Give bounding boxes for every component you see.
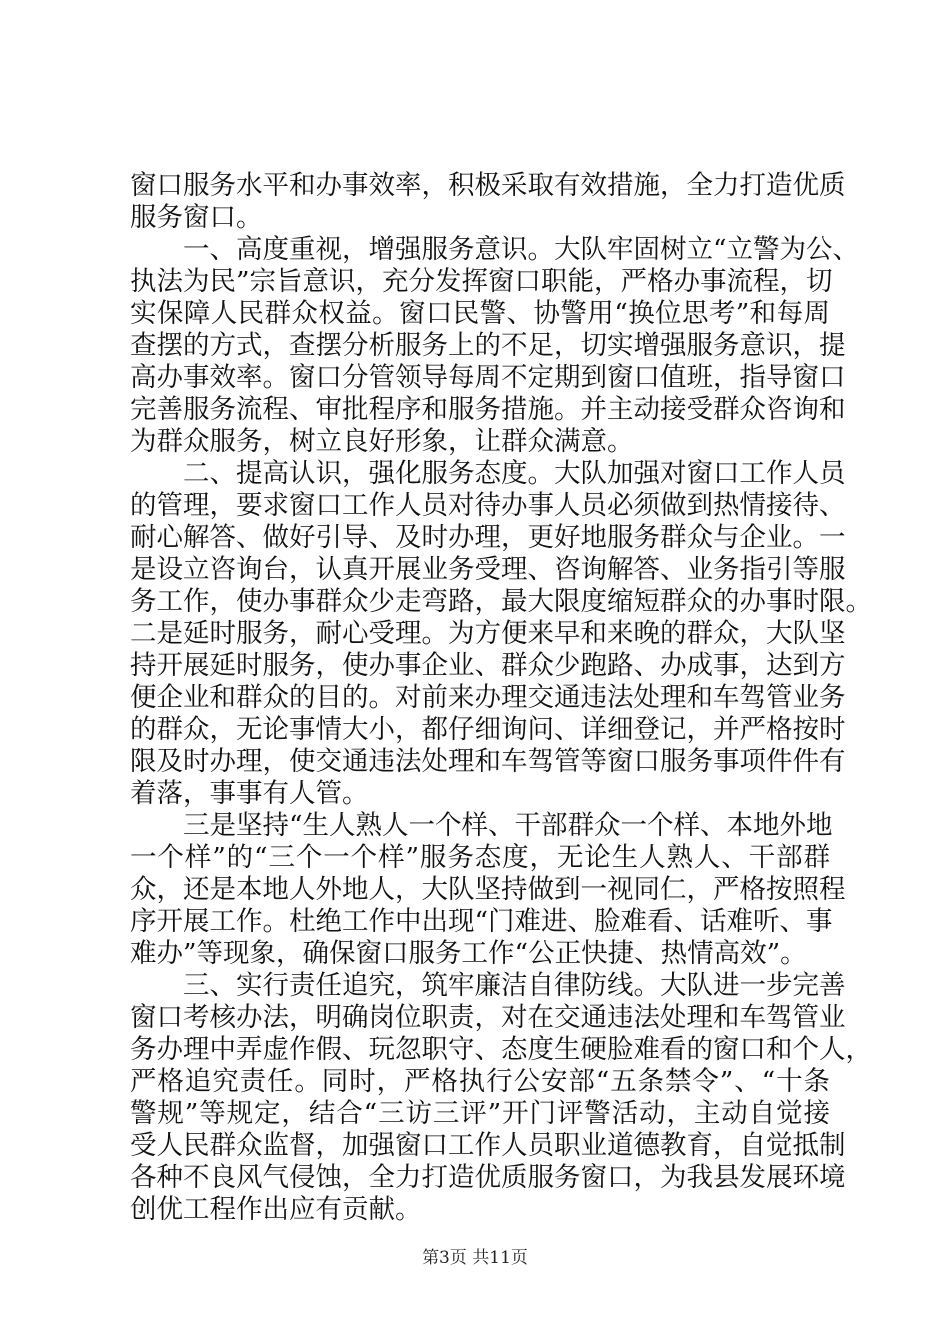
text-line: 持开展延时服务，使办事企业、群众少跑路、办成事，达到方 (130, 650, 846, 681)
text-line: 便企业和群众的目的。对前来办理交通违法处理和车驾管业务 (130, 682, 846, 713)
text-line: 高办事效率。窗口分管领导每周不定期到窗口值班，指导窗口 (130, 362, 846, 393)
paragraph-4-start: 三、实行责任追究，筑牢廉洁自律防线。大队进一步完善 (183, 970, 846, 1001)
text-line: 二是延时服务，耐心受理。为方便来早和来晚的群众，大队坚 (130, 618, 846, 649)
text-line: 着落，事事有人管。 (130, 778, 369, 809)
paragraph-2-start: 二、提高认识，强化服务态度。大队加强对窗口工作人员 (183, 458, 846, 489)
text-line: 是设立咨询台，认真开展业务受理、咨询解答、业务指引等服 (130, 554, 846, 585)
text-line: 务工作，使办事群众少走弯路，最大限度缩短群众的办事时限。 (130, 586, 872, 617)
text-line: 实保障人民群众权益。窗口民警、协警用“换位思考”和每周 (130, 298, 830, 329)
paragraph-1-start: 一、高度重视，增强服务意识。大队牢固树立“立警为公、 (183, 234, 860, 265)
document-body (130, 170, 872, 1226)
page-number-footer: 第3页 共11页 (422, 1248, 528, 1268)
text-line: 受人民群众监督，加强窗口工作人员职业道德教育，自觉抵制 (130, 1130, 846, 1161)
text-line: 警规”等规定，结合“三访三评”开门评警活动，主动自觉接 (130, 1098, 830, 1129)
text-line: 查摆的方式，查摆分析服务上的不足，切实增强服务意识，提 (130, 330, 846, 361)
text-line: 一个样”的“三个一个样”服务态度，无论生人熟人、干部群 (130, 842, 830, 873)
text-line: 窗口服务水平和办事效率，积极采取有效措施，全力打造优质 (130, 170, 846, 201)
text-line: 严格追究责任。同时，严格执行公安部“五条禁令”、“十条 (130, 1066, 830, 1097)
text-line: 服务窗口。 (130, 202, 263, 233)
text-line: 众，还是本地人外地人，大队坚持做到一视同仁，严格按照程 (130, 874, 846, 905)
text-line: 限及时办理，使交通违法处理和车驾管等窗口服务事项件件有 (130, 746, 846, 777)
text-line: 的群众，无论事情大小，都仔细询问、详细登记，并严格按时 (130, 714, 846, 745)
text-line: 序开展工作。杜绝工作中出现“门难进、脸难看、话难听、事 (130, 906, 833, 937)
text-line: 各种不良风气侵蚀，全力打造优质服务窗口，为我县发展环境 (130, 1162, 846, 1193)
paragraph-3-start: 三是坚持“生人熟人一个样、干部群众一个样、本地外地 (183, 810, 833, 841)
text-line: 窗口考核办法，明确岗位职责，对在交通违法处理和车驾管业 (130, 1002, 846, 1033)
text-line: 创优工程作出应有贡献。 (130, 1194, 422, 1225)
text-line: 执法为民”宗旨意识，充分发挥窗口职能，严格办事流程，切 (130, 266, 833, 297)
text-line: 为群众服务，树立良好形象，让群众满意。 (130, 426, 634, 457)
text-line: 的管理，要求窗口工作人员对待办事人员必须做到热情接待、 (130, 490, 846, 521)
text-line: 务办理中弄虚作假、玩忽职守、态度生硬脸难看的窗口和个人， (130, 1034, 872, 1065)
text-line: 难办”等现象，确保窗口服务工作“公正快捷、热情高效”。 (130, 938, 807, 969)
text-line: 耐心解答、做好引导、及时办理，更好地服务群众与企业。一 (130, 522, 846, 553)
text-line: 完善服务流程、审批程序和服务措施。并主动接受群众咨询和 (130, 394, 846, 425)
